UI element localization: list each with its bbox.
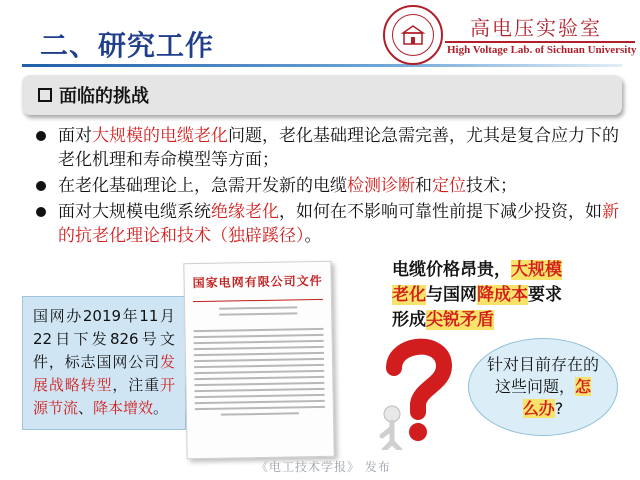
text-run: 电缆价格昂贵，: [392, 260, 511, 280]
list-item: [36, 124, 620, 172]
bubble-text: [487, 354, 599, 420]
emphasis-run: 发展战略转型: [33, 353, 175, 394]
emphasis-run: 绝缘老化: [211, 202, 279, 222]
highlight-run: 大规模: [511, 260, 562, 280]
footer-source: 《电工技术学报》 发布: [256, 460, 391, 474]
document-line: [219, 312, 297, 315]
lab-name-cn: 高电压实验室: [470, 16, 602, 40]
text-run: 形成: [392, 310, 426, 330]
square-bullet-icon: [38, 88, 52, 102]
document-line: [219, 306, 297, 309]
highlight-run: 降成本: [477, 285, 528, 305]
building-icon: [400, 22, 426, 48]
document-line: [194, 364, 324, 368]
bullet-dot-icon: [36, 131, 46, 141]
document-image: [183, 261, 334, 460]
document-line: [193, 328, 323, 332]
document-line: [195, 400, 325, 404]
document-line: [195, 406, 325, 410]
notice-callout: [22, 296, 186, 430]
document-heading: 国家电网有限公司文件: [192, 273, 323, 291]
emphasis-run: 降本增效: [93, 399, 154, 417]
text-run: 面对: [58, 126, 92, 146]
section-header: [22, 75, 622, 115]
question-mark-figure-icon: [372, 330, 462, 450]
text-run: 。: [304, 226, 322, 246]
list-item-text: [58, 174, 517, 198]
document-line: [194, 358, 324, 362]
question-bubble: [468, 338, 618, 436]
page-title: 二、研究工作: [40, 29, 215, 62]
document-line: [221, 412, 299, 415]
document-line: [194, 334, 324, 338]
text-run: 针对目前存在的这些问题，: [487, 355, 600, 396]
price-conflict-note: [392, 258, 622, 333]
document-line: [195, 388, 325, 392]
list-item: [36, 200, 620, 248]
text-run: 要求: [528, 285, 562, 305]
highlight-run: 老化: [392, 285, 426, 305]
text-run: 、: [78, 399, 94, 417]
text-run: ，注重: [112, 376, 160, 394]
emphasis-run: 大规模的电缆老化: [92, 126, 228, 146]
document-line: [194, 352, 324, 356]
challenge-list: [36, 124, 620, 250]
list-item-text: [58, 124, 620, 172]
emphasis-run: 检测诊断: [347, 176, 415, 196]
document-line: [194, 370, 324, 374]
text-run: ，如何在不影响可靠性前提下减少投资，如: [279, 202, 602, 222]
lab-divider: [445, 41, 635, 43]
section-title: 面临的挑战: [59, 86, 149, 107]
document-red-rule: [193, 299, 323, 302]
document-line: [194, 382, 324, 386]
emphasis-run: 定位: [432, 176, 466, 196]
highlight-run: 怎么办: [522, 377, 592, 418]
list-item: [36, 174, 620, 198]
bullet-dot-icon: [36, 207, 46, 217]
text-run: 问题，老化基础理论急需完善，尤其是复合应力下的老化机理和寿命模型等方面；: [58, 126, 619, 170]
text-run: 技术；: [466, 176, 517, 196]
text-run: 。: [153, 399, 169, 417]
title-divider: [22, 64, 622, 67]
document-line: [194, 340, 324, 344]
university-seal-logo: [383, 5, 443, 65]
text-run: 和: [415, 176, 432, 196]
lab-name-en: High Voltage Lab. of Sichuan University: [447, 44, 637, 56]
text-run: 在老化基础理论上，急需开发新的电缆: [58, 176, 347, 196]
document-line: [194, 346, 324, 350]
bullet-dot-icon: [36, 181, 46, 191]
document-line: [195, 394, 325, 398]
text-run: 国网办2019年11月22日下发826号文件，标志国网公司: [33, 307, 175, 371]
text-run: 与国网: [426, 285, 477, 305]
emphasis-run: 新的抗老化理论和技术（独辟蹊径）: [58, 202, 619, 246]
text-run: 面对大规模电缆系统: [58, 202, 211, 222]
text-run: ?: [554, 399, 564, 418]
list-item-text: [58, 200, 620, 248]
emphasis-run: 开源节流: [33, 376, 175, 417]
highlight-run: 尖锐矛盾: [426, 310, 494, 330]
document-line: [194, 376, 324, 380]
